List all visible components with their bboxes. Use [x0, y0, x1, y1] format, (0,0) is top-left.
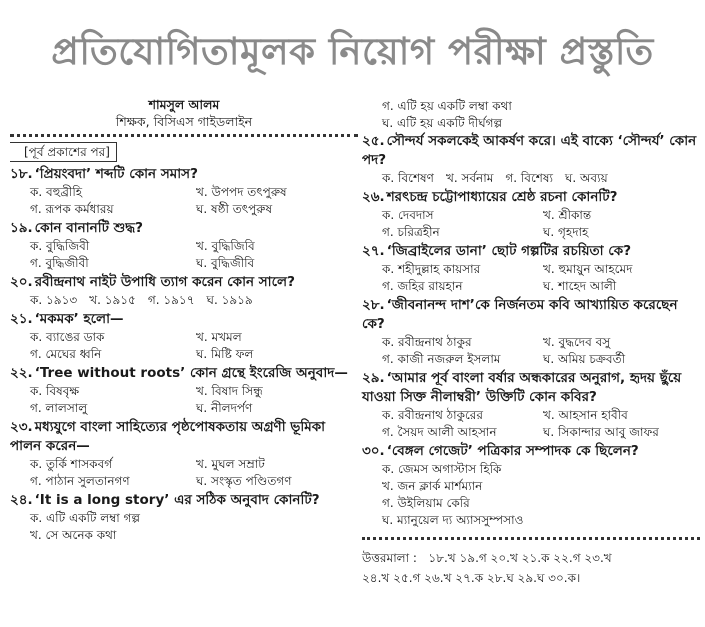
right-question-list	[362, 132, 700, 529]
answer-option: ক. ব্যাঙের ডাক	[30, 330, 105, 344]
answer-key-line-1: ১৮.খ ১৯.গ ২০.খ ২১.ক ২২.গ ২৩.খ	[428, 551, 612, 565]
question-text	[10, 273, 358, 292]
question-number: ২৫.	[362, 133, 385, 149]
question-body: ‘জিব্রাইলের ডানা’ ছোট গল্পটির রচয়িতা কে?	[386, 243, 632, 259]
question-item	[10, 491, 358, 544]
question-item	[362, 242, 700, 295]
question-text	[10, 418, 358, 456]
answer-option: ক. রবীন্দ্রনাথ ঠাকুরের	[382, 408, 483, 422]
answer-option: ক. বুদ্ধিজিবী	[30, 239, 90, 253]
answer-option: ক. এটি একটি লম্বা গল্প	[30, 511, 140, 525]
option-list	[10, 329, 358, 363]
answer-option: খ. শ্রীকান্ত	[543, 208, 592, 222]
answer-option: ঘ. বুদ্ধিজীবি	[196, 256, 255, 270]
answer-option: ঘ. গৃহদাহ	[543, 225, 589, 239]
answer-option: গ. কাজী নজরুল ইসলাম	[382, 352, 501, 366]
answer-option: গ. বিশেষ্য	[505, 171, 553, 185]
answer-option: ক. জেমস অগাস্টাস হিকি	[382, 462, 502, 476]
question-number: ২৬.	[362, 189, 385, 205]
answer-option: খ. মখমল	[196, 330, 242, 344]
answer-option: ঘ. ম্যানুয়েল দ্য অ্যাসসুম্পসাও	[382, 513, 524, 527]
answer-option: ঘ. নীলদর্পণ	[196, 401, 253, 415]
question-body: মধ্যযুগে বাংলা সাহিত্যের পৃষ্ঠপোষকতায় অগ্রণী ভূমিকা পালন করেন—	[10, 419, 326, 454]
left-question-list	[10, 165, 358, 544]
answer-option: খ. বুদ্ধদেব বসু	[543, 335, 611, 349]
option-list	[10, 510, 358, 544]
author-name: শামসুল আলম	[148, 97, 220, 112]
answer-option: ক. শহীদুল্লাহ কায়সার	[382, 262, 481, 276]
question-item	[10, 364, 358, 417]
question-item	[362, 296, 700, 368]
answer-option: খ. সর্বনাম	[445, 171, 494, 185]
question-number: ২৭.	[362, 243, 385, 259]
carried-options	[362, 98, 700, 132]
question-item	[10, 418, 358, 490]
answer-option: ঘ. শাহেদ আলী	[543, 279, 617, 293]
answer-option: গ. পাঠান সুলতানগণ	[30, 474, 130, 488]
question-text	[362, 242, 700, 261]
question-body: ‘Tree without roots’ কোন গ্রন্থে ইংরেজি অনুবাদ—	[34, 365, 348, 381]
option-list	[10, 184, 358, 218]
question-number: ২৪.	[10, 492, 33, 508]
answer-option: ঘ. অব্যয়	[564, 171, 608, 185]
answer-option: ঘ. ১৯১৯	[206, 293, 253, 307]
answer-option: খ. উপপদ তৎপুরুষ	[196, 185, 287, 199]
answer-option: খ. বুদ্ধিজিবি	[196, 239, 255, 253]
question-item	[362, 132, 700, 187]
answer-option: গ. জহির রায়হান	[382, 279, 463, 293]
dotted-divider	[10, 134, 358, 137]
option-list	[362, 170, 700, 187]
answer-option: খ. বিষাদ সিন্ধু	[196, 384, 263, 398]
answer-option: ক. বহুব্রীহি	[30, 185, 83, 199]
question-number: ২৯.	[362, 370, 385, 386]
question-text	[10, 491, 358, 510]
question-text	[362, 296, 700, 334]
question-text	[362, 132, 700, 170]
question-item	[362, 369, 700, 441]
option-list	[362, 461, 700, 529]
question-number: ১৯.	[10, 220, 33, 236]
answer-option: ঘ. অমিয় চক্রবর্তী	[543, 352, 626, 366]
page-title: প্রতিযোগিতামূলক নিয়োগ পরীক্ষা প্রস্তুতি	[51, 30, 654, 73]
author-designation: শিক্ষক, বিসিএস গাইডলাইন	[115, 114, 253, 129]
question-body: রবীন্দ্রনাথ নাইট উপাধি ত্যাগ করেন কোন সালে?	[34, 274, 295, 290]
answer-option: খ. হুমায়ুন আহমেদ	[543, 262, 633, 276]
answer-option: গ. মেঘের ধ্বনি	[30, 347, 102, 361]
answer-option: ঘ. এটি হয় একটি দীর্ঘগল্প	[382, 116, 503, 130]
question-number: ১৮.	[10, 166, 33, 182]
question-text	[10, 364, 358, 383]
answer-key	[362, 548, 700, 588]
right-column	[362, 98, 700, 588]
author-block	[10, 96, 358, 130]
question-number: ৩০.	[362, 443, 385, 459]
question-text	[362, 442, 700, 461]
answer-option: গ. চরিত্রহীন	[382, 225, 440, 239]
answer-option: গ. ১৯১৭	[147, 293, 195, 307]
answer-option: গ. লালসালু	[30, 401, 88, 415]
question-number: ২১.	[10, 311, 33, 327]
question-body: ‘আমার পূর্ব বাংলা বর্ষার অন্ধকারের অনুরাগ, হৃদয় ছুঁয়ে যাওয়া সিক্ত নীলাম্বরী’ উক্তিটি কোন কবির?	[362, 370, 682, 405]
answer-option: ঘ. সংস্কৃত পণ্ডিতগণ	[196, 474, 292, 488]
option-list	[10, 456, 358, 490]
answer-option: ক. দেবদাস	[382, 208, 434, 222]
question-number: ২৩.	[10, 419, 33, 435]
question-number: ২৮.	[362, 297, 385, 313]
question-text	[10, 310, 358, 329]
answer-option: গ. সৈয়দ আলী আহসান	[382, 425, 497, 439]
question-item	[10, 273, 358, 309]
question-body: ‘জীবনানন্দ দাশ’কে নির্জনতম কবি আখ্যায়িত করেছেন কে?	[362, 297, 678, 332]
answer-option: খ. আহসান হাবীব	[543, 408, 628, 422]
answer-key-line-2: ২৪.খ ২৫.গ ২৬.খ ২৭.ক ২৮.ঘ ২৯.ঘ ৩০.ক।	[362, 571, 581, 585]
answer-option: খ. ১৯১৫	[89, 293, 136, 307]
answer-option: ঘ. সিকান্দার আবু জাফর	[543, 425, 659, 439]
option-list	[10, 292, 358, 309]
answer-option: গ. এটি হয় একটি লম্বা কথা	[382, 99, 512, 113]
answer-option: খ. জন ক্লার্ক মার্শম্যান	[382, 479, 483, 493]
question-item	[362, 188, 700, 241]
question-text	[10, 165, 358, 184]
question-body: কোন বানানটি শুদ্ধ?	[34, 220, 143, 236]
answer-option: গ. বুদ্ধিজীবী	[30, 256, 89, 270]
answer-option: গ. উইলিয়াম কেরি	[382, 496, 470, 510]
answer-option: ক. রবীন্দ্রনাথ ঠাকুর	[382, 335, 472, 349]
question-text	[362, 188, 700, 207]
answer-option: ঘ. মিষ্টি ফল	[196, 347, 254, 361]
question-number: ২২.	[10, 365, 33, 381]
option-list	[362, 261, 700, 295]
answer-option: খ. সে অনেক কথা	[30, 528, 117, 542]
question-body: ‘বেঙ্গল গেজেট’ পত্রিকার সম্পাদক কে ছিলেন?	[386, 443, 639, 459]
answer-option: ক. বিষবৃক্ষ	[30, 384, 80, 398]
question-text	[362, 369, 700, 407]
question-item	[10, 219, 358, 272]
answer-option: ঘ. ষষ্ঠী তৎপুরুষ	[196, 202, 273, 216]
question-body: ‘মকমক’ হলো—	[34, 311, 124, 327]
answer-option: ক. বিশেষণ	[382, 171, 434, 185]
answer-option: গ. রূপক কর্মধারয়	[30, 202, 114, 216]
question-body: ‘It is a long story’ এর সঠিক অনুবাদ কোনটি?	[34, 492, 320, 508]
left-column	[10, 96, 358, 545]
option-list	[10, 383, 358, 417]
question-text	[10, 219, 358, 238]
dotted-divider-answers	[362, 537, 700, 540]
question-number: ২০.	[10, 274, 33, 290]
answer-option: ক. তুর্কি শাসকবর্গ	[30, 457, 113, 471]
question-item	[10, 165, 358, 218]
option-list	[362, 207, 700, 241]
question-body: ‘প্রিয়ংবদা’ শব্দটি কোন সমাস?	[34, 166, 198, 182]
answer-key-label: উত্তরমালা :	[362, 551, 417, 565]
question-body: শরৎচন্দ্র চট্টোপাধ্যায়ের শ্রেষ্ঠ রচনা কোনটি?	[386, 189, 618, 205]
question-item	[10, 310, 358, 363]
continued-tag: [পূর্ব প্রকাশের পর]	[10, 142, 117, 162]
option-list	[10, 238, 358, 272]
question-body: সৌন্দর্য সকলকেই আকর্ষণ করে। এই বাক্যে ‘সৌন্দর্য’ কোন পদ?	[362, 133, 697, 168]
option-list	[362, 334, 700, 368]
question-item	[362, 442, 700, 529]
answer-option: ক. ১৯১৩	[30, 293, 78, 307]
answer-option: খ. মুঘল সম্রাট	[196, 457, 265, 471]
option-list	[362, 407, 700, 441]
